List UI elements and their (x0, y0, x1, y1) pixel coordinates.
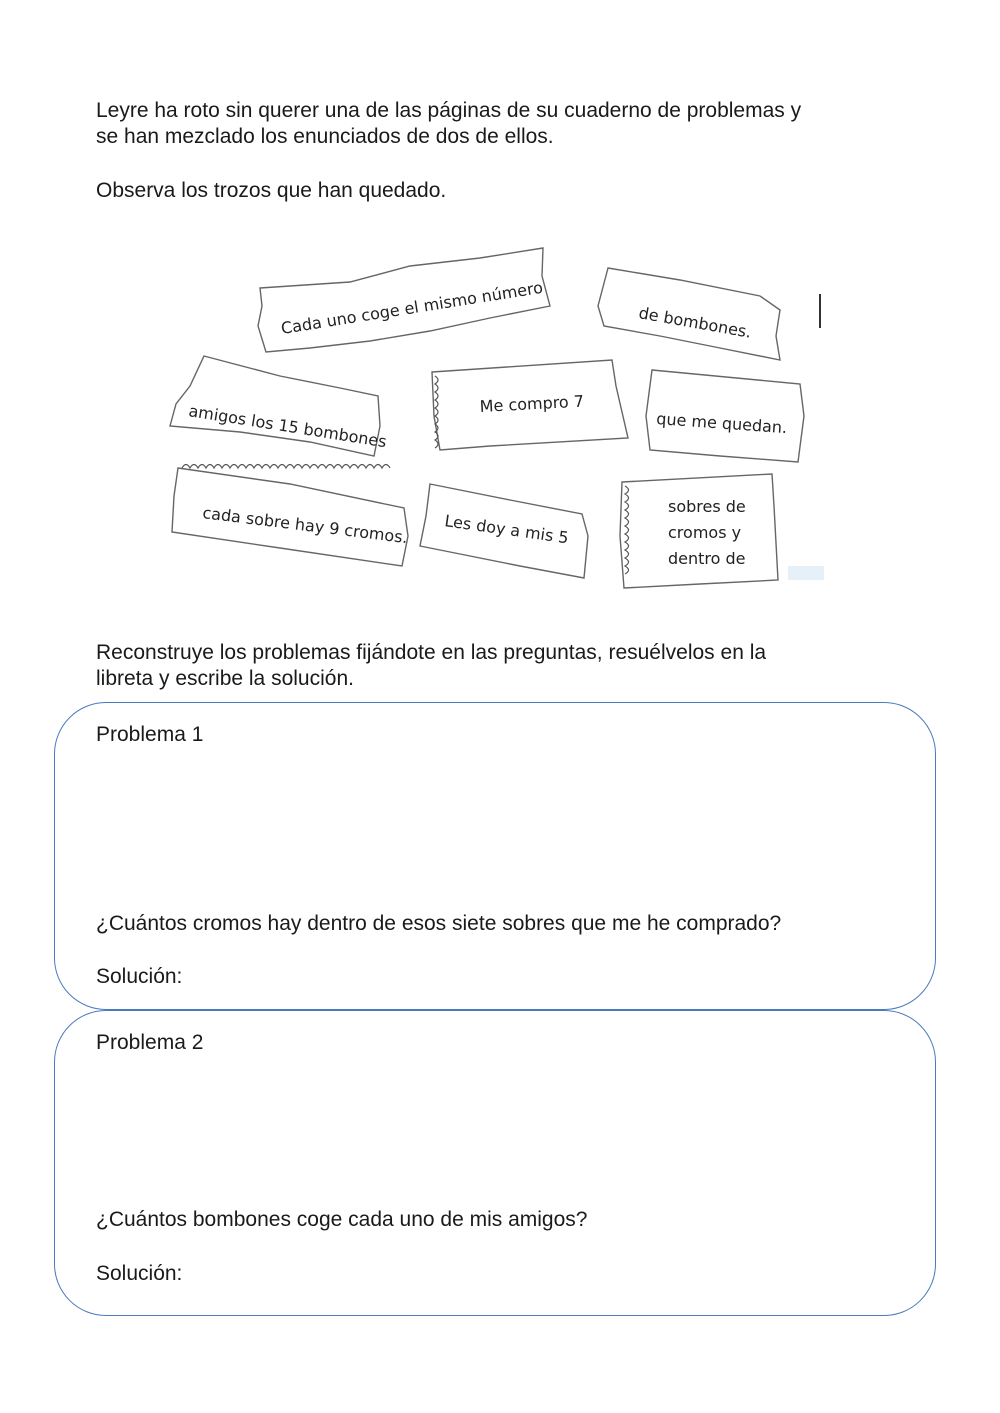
observe-instruction: Observa los trozos que han quedado. (96, 179, 447, 202)
torn-paper-scraps-figure (160, 236, 830, 596)
scrap-sobres-de (620, 474, 778, 588)
intro-paragraph (96, 98, 916, 150)
scrap-cada-sobre (172, 465, 409, 567)
reconstruct-line-2: libreta y escribe la solución. (96, 667, 354, 690)
problem-1-question: ¿Cuántos cromos hay dentro de esos siete sobres que me he comprado? (96, 912, 782, 935)
problem-2-title: Problema 2 (96, 1031, 204, 1054)
scrap-les-doy (420, 484, 588, 578)
scrap-amigos (170, 356, 388, 456)
scrap-text-les-doy: Les doy a mis 5 (443, 511, 570, 548)
problem-2-box[interactable] (54, 1010, 936, 1316)
scrap-text-amigos: amigos los 15 bombones (187, 401, 388, 452)
problem-1-title: Problema 1 (96, 723, 204, 746)
scrap-text-que-me-quedan: que me quedan. (655, 409, 788, 438)
scrap-me-compro (432, 360, 628, 450)
intro-line-2: se han mezclado los enunciados de dos de ellos. (96, 125, 554, 148)
problem-2-solution-label: Solución: (96, 1262, 183, 1285)
scrap-text-cada-uno: Cada uno coge el mismo número (279, 277, 545, 338)
scrap-text-dentro-de: dentro de (668, 549, 746, 568)
reconstruct-line-1: Reconstruye los problemas fijándote en las preguntas, resuélvelos en la (96, 641, 767, 664)
problem-1-solution-label: Solución: (96, 965, 183, 988)
reconstruct-instruction (96, 640, 916, 692)
scrap-text-me-compro: Me compro 7 (479, 391, 585, 416)
problem-1-box[interactable] (54, 702, 936, 1010)
scrap-text-cada-sobre: cada sobre hay 9 cromos. (201, 503, 409, 548)
problem-2-question: ¿Cuántos bombones coge cada uno de mis amigos? (96, 1208, 588, 1231)
intro-line-1: Leyre ha roto sin querer una de las páginas de su cuaderno de problemas y (96, 99, 802, 122)
scrap-text-sobres-de: sobres de (668, 497, 746, 516)
scrap-text-de-bombones: de bombones. (637, 303, 753, 342)
scrap-de-bombones (598, 268, 780, 360)
scrap-text-cromos-y: cromos y (668, 523, 742, 542)
scrap-que-me-quedan (646, 370, 804, 462)
scrap-cada-uno (258, 248, 550, 352)
